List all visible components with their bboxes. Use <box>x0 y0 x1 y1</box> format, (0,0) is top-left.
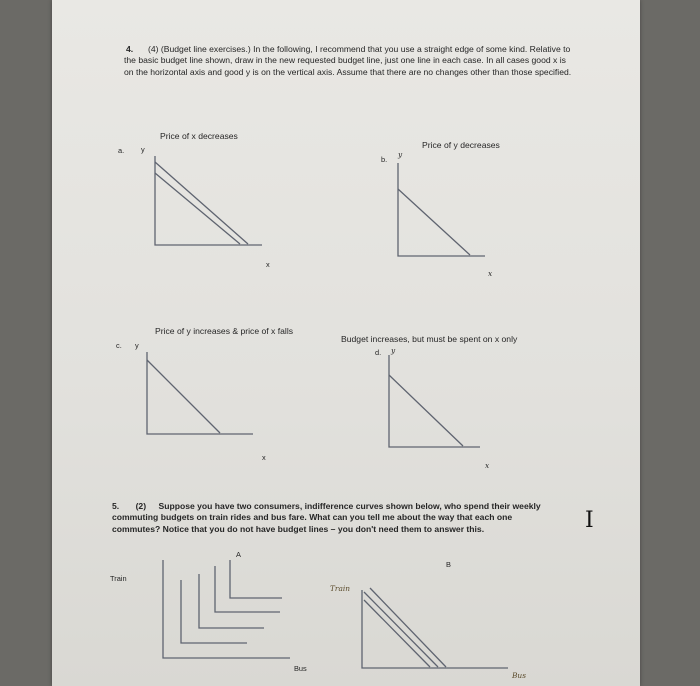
graph-d-budget-line <box>389 375 463 446</box>
graph-a-budget-line-1 <box>155 162 248 244</box>
graph-b-x-label: x <box>488 269 493 278</box>
graph-a-title: Price of x decreases <box>160 131 238 141</box>
graph-5a-curve-3 <box>215 566 280 612</box>
graph-b-title: Price of y decreases <box>422 140 500 150</box>
graph-5a-curve-4 <box>230 560 282 598</box>
graph-c-x-label: x <box>262 453 266 462</box>
graph-b-axes <box>398 163 485 256</box>
graph-a-y-label: y <box>141 145 145 154</box>
graph-b-budget-line <box>398 189 470 255</box>
text-cursor-icon: I <box>585 508 594 533</box>
graph-b-letter: b. <box>381 155 388 164</box>
q4-points: (4) <box>148 44 159 54</box>
graph-5b-label: B <box>446 560 451 569</box>
graph-5a-curve-2 <box>199 574 264 628</box>
graph-5b-curve-3 <box>370 588 446 667</box>
graph-d-x-label: x <box>485 461 490 470</box>
graph-c-letter: c. <box>116 341 122 350</box>
graph-5b-x-label: Bus <box>512 671 526 680</box>
q5-number: 5. <box>112 501 120 511</box>
graph-5a-label: A <box>236 550 241 559</box>
graph-d-title: Budget increases, but must be spent on x only <box>341 334 518 344</box>
q5-body: Suppose you have two consumers, indifference curves shown below, who spend their weekly commuting budgets on train rides and bus fare. What can you tell me about the way that each one commutes? Notice that you do not have budget lines – you don't need them to answer this. <box>112 501 541 534</box>
graph-5a-y-label: Train <box>110 574 127 583</box>
graph-d-letter: d. <box>375 348 382 357</box>
graph-5b-curve-2 <box>364 592 438 667</box>
graph-5b-curve-1 <box>364 600 430 667</box>
graph-c-axes <box>147 352 253 434</box>
graph-a-budget-line-2 <box>155 173 240 244</box>
graph-5b-y-label: Train <box>330 584 350 593</box>
graph-5a-x-label: Bus <box>294 664 307 673</box>
graph-d-y-label: y <box>391 346 396 355</box>
graph-b-y-label: y <box>398 150 403 159</box>
graph-a-x-label: x <box>266 260 270 269</box>
graph-a-axes <box>155 156 262 245</box>
graph-c-budget-line <box>147 360 220 433</box>
graph-c-y-label: y <box>135 341 139 350</box>
graph-a-letter: a. <box>118 146 125 155</box>
graph-d-axes <box>389 355 480 447</box>
q5-points: (2) <box>135 501 147 511</box>
graph-c-title: Price of y increases & price of x falls <box>155 326 294 336</box>
q4-number: 4. <box>126 44 134 54</box>
q4-body: (Budget line exercises.) In the following, I recommend that you use a straight edge of some kind. Relative to the basic budget line shown, draw in the new requested budget line, just one line in each case. In all cases good x is on the horizontal axis and good y is on the vertical axis. Assume that there are no changes other than those specified. <box>124 44 572 77</box>
